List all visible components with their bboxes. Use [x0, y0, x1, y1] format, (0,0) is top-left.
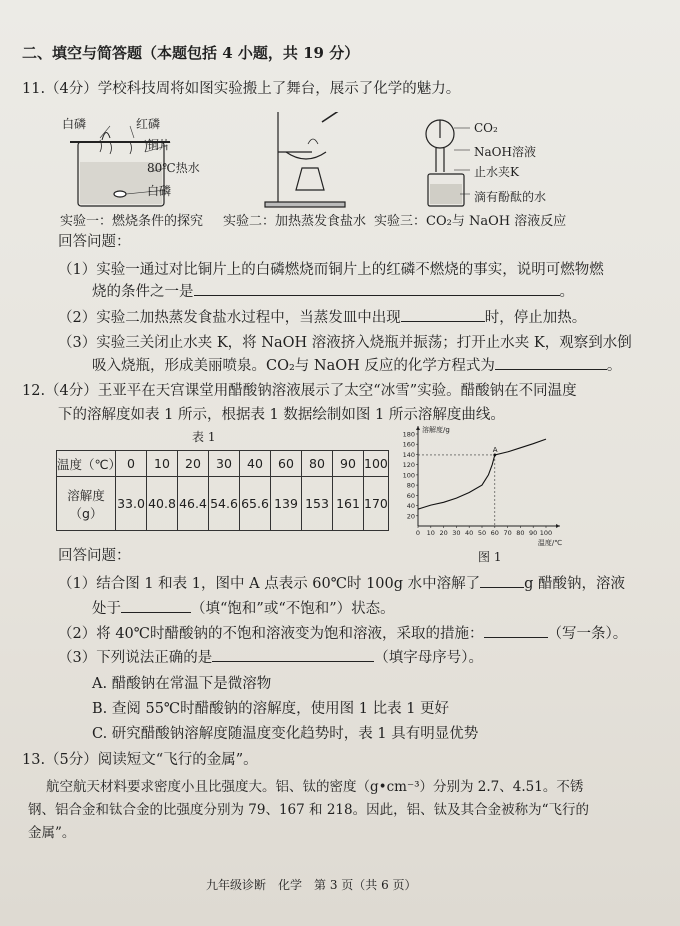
table-cell: 10	[147, 451, 178, 477]
x-tick-label: 50	[477, 529, 487, 537]
y-tick-label: 140	[402, 450, 415, 459]
table-cell: 0	[116, 451, 147, 477]
exp3-naoh-label: NaOH溶液	[474, 145, 536, 159]
table-cell: 80	[302, 451, 333, 477]
y-tick-label: 160	[402, 440, 415, 449]
q11-intro: 11.（4分）学校科技周将如图实验搬上了舞台，展示了化学的魅力。	[22, 81, 461, 97]
table-cell: 153	[302, 477, 333, 531]
x-tick-label: 90	[529, 529, 538, 537]
y-axis-label: 溶解度/g	[422, 426, 450, 434]
y-tick-label: 40	[406, 502, 415, 511]
x-tick-label: 0	[415, 529, 421, 537]
table-head-solubility: 溶解度 （g）	[57, 477, 116, 531]
table-cell: 170	[364, 477, 389, 531]
q12-part1-line1: （1）结合图 1 和表 1，图中 A 点表示 60℃时 100g 水中溶解了 g 醋酸钠，溶液	[58, 576, 626, 592]
q11-answer-blank-1[interactable]	[194, 283, 560, 296]
table-head-temperature: 温度（℃）	[57, 451, 116, 477]
exp1-water-label: 80℃热水	[147, 161, 200, 175]
section-title: 二、填空与简答题（本题包括 4 小题，共 19 分）	[22, 44, 360, 62]
point-a	[493, 454, 496, 457]
table-cell: 65.6	[240, 477, 271, 531]
table-cell: 90	[333, 451, 364, 477]
exp1-white-p2-label: 白磷	[147, 184, 172, 198]
y-axis-arrow	[416, 426, 420, 430]
table-cell: 54.6	[209, 477, 240, 531]
q12-answer-blank-4[interactable]	[212, 649, 374, 662]
solubility-curve	[418, 439, 546, 509]
table-cell: 161	[333, 477, 364, 531]
x-tick-label: 20	[439, 529, 448, 537]
exp3-caption: 实验三：CO₂与 NaOH 溶液反应	[374, 214, 567, 229]
q11-part2: （2）实验二加热蒸发食盐水过程中，当蒸发皿中出现 时，停止加热。	[58, 310, 587, 326]
exp1-white-p-label: 白磷	[62, 117, 87, 131]
solubility-table	[56, 450, 389, 531]
q12-option-a: A. 醋酸钠在常温下是微溶物	[92, 676, 272, 692]
exp2-stand	[265, 112, 345, 207]
q12-intro-line2: 下的溶解度如表 1 所示，根据表 1 数据绘制如图 1 所示溶解度曲线。	[58, 407, 505, 423]
q11-answer-blank-3[interactable]	[495, 357, 607, 370]
table-row-solubility	[57, 477, 389, 531]
x-tick-label: 60	[490, 529, 499, 537]
q11-part3-line1: （3）实验三关闭止水夹 K，将 NaOH 溶液挤入烧瓶并振荡；打开止水夹 K，观察到水倒	[58, 335, 632, 351]
table-row-temperature	[57, 451, 389, 477]
q12-part3: （3）下列说法正确的是 （填字母序号）。	[58, 650, 483, 666]
q11-part1-line1: （1）实验一通过对比铜片上的白磷燃烧而铜片上的红磷不燃烧的事实，说明可燃物燃	[58, 262, 604, 278]
q12-prompt: 回答问题：	[58, 548, 131, 564]
q12-answer-blank-1[interactable]	[480, 575, 524, 588]
q13-article-line1: 航空航天材料要求密度小且比强度大。铝、钛的密度（g•cm⁻³）分别为 2.7、4.51。不锈	[46, 779, 584, 795]
q12-option-c: C. 研究醋酸钠溶解度随温度变化趋势时，表 1 具有明显优势	[92, 726, 479, 742]
table-cell: 60	[271, 451, 302, 477]
y-tick-label: 80	[406, 481, 415, 490]
table-cell: 30	[209, 451, 240, 477]
table-cell: 139	[271, 477, 302, 531]
x-tick-label: 70	[503, 529, 512, 537]
q11-part3-line2: 吸入烧瓶，形成美丽喷泉。CO₂与 NaOH 反应的化学方程式为 。	[92, 358, 622, 374]
q12-answer-blank-3[interactable]	[484, 625, 548, 638]
q13-article-line3: 金属”。	[28, 825, 76, 841]
q13-article-line2: 钢、铝合金和钛合金的比强度分别为 79、167 和 218。因此，铝、钛及其合金被称为“飞行的	[28, 802, 589, 818]
table-cell: 40	[240, 451, 271, 477]
y-tick-label: 180	[402, 430, 415, 439]
q11-part1-line2: 烧的条件之一是 。	[92, 284, 574, 300]
q11-prompt: 回答问题：	[58, 234, 131, 250]
q13-intro: 13.（5分）阅读短文“飞行的金属”。	[22, 752, 258, 768]
y-tick-label: 20	[406, 512, 415, 521]
x-tick-label: 80	[516, 529, 525, 537]
q12-option-b: B. 查阅 55℃时醋酸钠的溶解度，使用图 1 比表 1 更好	[92, 701, 450, 717]
table-cell: 100	[364, 451, 389, 477]
x-tick-label: 30	[452, 529, 461, 537]
table-title: 表 1	[192, 430, 216, 444]
point-a-label: A	[492, 445, 498, 454]
x-tick-label: 40	[465, 529, 474, 537]
exp2-caption: 实验二：加热蒸发食盐水	[223, 214, 367, 229]
x-tick-label: 10	[426, 529, 435, 537]
q12-part1-line2: 处于 （填“饱和”或“不饱和”）状态。	[92, 601, 395, 617]
x-tick-label: 100	[539, 529, 553, 537]
table-cell: 33.0	[116, 477, 147, 531]
x-axis-label: 温度/℃	[537, 539, 563, 547]
q11-part1-text: 烧的条件之一是	[92, 284, 194, 300]
y-tick-label: 120	[402, 461, 415, 470]
q12-part2: （2）将 40℃时醋酸钠的不饱和溶液变为饱和溶液，采取的措施： （写一条）。	[58, 626, 628, 642]
table-cell: 46.4	[178, 477, 209, 531]
y-tick-label: 100	[402, 471, 415, 480]
table-cell: 40.8	[147, 477, 178, 531]
y-tick-label: 60	[406, 491, 415, 500]
q11-answer-blank-2[interactable]	[401, 309, 485, 322]
chart-caption: 图 1	[478, 550, 502, 564]
exp3-co2-label: CO₂	[474, 121, 498, 135]
q12-intro-line1: 12.（4分）王亚平在天宫课堂用醋酸钠溶液展示了太空“冰雪”实验。醋酸钠在不同温度	[22, 383, 577, 399]
exp1-red-p-label: 红磷	[136, 117, 161, 131]
q12-answer-blank-2[interactable]	[121, 600, 191, 613]
exp1-caption: 实验一：燃烧条件的探究	[60, 214, 204, 229]
exp3-water-label: 滴有酚酞的水	[474, 190, 547, 204]
exp3-flask	[426, 120, 464, 206]
exp1-copper-label: 铜片	[147, 138, 172, 152]
exp3-clamp-label: 止水夹K	[474, 165, 519, 179]
x-axis-arrow	[556, 524, 560, 528]
page-footer: 九年级诊断 化学 第 3 页（共 6 页）	[206, 878, 417, 892]
solubility-chart	[396, 422, 582, 548]
table-cell: 20	[178, 451, 209, 477]
